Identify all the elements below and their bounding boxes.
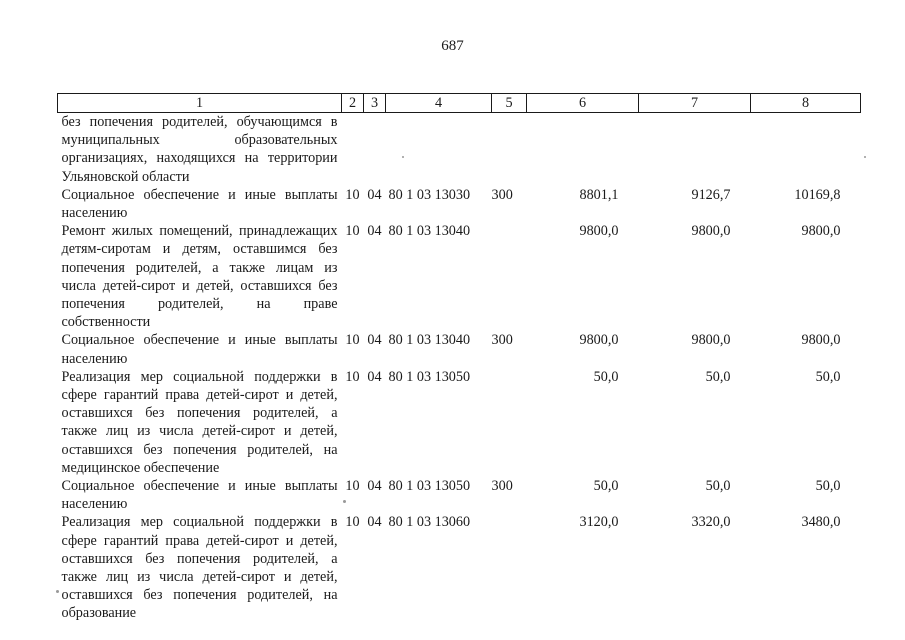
- row-description: Социальное обеспечение и иные выплаты населению: [61, 186, 338, 222]
- row-expense-type: 300: [491, 186, 513, 203]
- row-sum-3: 50,0: [815, 478, 841, 495]
- row-section: 10: [345, 186, 360, 203]
- row-target-code: 80 1 03 13040: [388, 332, 471, 349]
- row-description: Реализация мер социальной поддержки в сфере гарантий права детей-сирот и детей, оставшихся без попечения родителей, а также лиц из числа детей-сирот и детей, оставшихся без попечения родителей, на образование: [61, 514, 338, 622]
- row-target-code: 80 1 03 13040: [388, 223, 471, 240]
- row-subsection: 04: [367, 514, 382, 531]
- row-target-code: [386, 113, 492, 186]
- scan-speck: [343, 500, 346, 503]
- column-header-5: 5: [492, 94, 527, 113]
- column-header-2: 2: [342, 94, 364, 113]
- row-sum-1: [527, 113, 639, 186]
- row-sum-3: 9800,0: [801, 332, 841, 349]
- column-header-1: 1: [58, 94, 342, 113]
- table-row: [58, 113, 861, 186]
- table-row: [58, 331, 861, 367]
- row-section: 10: [345, 223, 360, 240]
- row-sum-2: 3320,0: [691, 514, 731, 531]
- row-sum-2: 9800,0: [691, 332, 731, 349]
- row-section: [342, 113, 364, 186]
- row-expense-type: [492, 368, 527, 477]
- row-sum-3: 10169,8: [794, 186, 841, 203]
- row-subsection: 04: [367, 478, 382, 495]
- row-target-code: 80 1 03 13050: [388, 368, 471, 385]
- row-sum-1: 9800,0: [579, 223, 619, 240]
- row-sum-3: 50,0: [815, 368, 841, 385]
- row-sum-2: [639, 113, 751, 186]
- row-sum-1: 8801,1: [579, 186, 619, 203]
- row-section: 10: [345, 514, 360, 531]
- budget-table: [57, 93, 861, 623]
- row-sum-1: 3120,0: [579, 514, 619, 531]
- column-number-header-row: [58, 94, 861, 113]
- column-header-6: 6: [527, 94, 639, 113]
- row-expense-type: 300: [491, 478, 513, 495]
- column-header-3: 3: [364, 94, 386, 113]
- table-row: [58, 513, 861, 622]
- table-row: [58, 368, 861, 477]
- scan-speck: [402, 156, 404, 158]
- scan-speck: [864, 156, 866, 158]
- row-expense-type: [492, 113, 527, 186]
- row-expense-type: [492, 222, 527, 331]
- row-subsection: 04: [367, 368, 382, 385]
- row-description: без попечения родителей, обучающимся в муниципальных образовательных организациях, находящихся на территории Ульяновской области: [61, 114, 338, 185]
- table-row: [58, 186, 861, 222]
- row-target-code: 80 1 03 13050: [388, 478, 471, 495]
- row-expense-type: 300: [491, 332, 513, 349]
- column-header-7: 7: [639, 94, 751, 113]
- row-sum-2: 50,0: [705, 478, 731, 495]
- row-sum-3: 9800,0: [801, 223, 841, 240]
- row-description: Социальное обеспечение и иные выплаты населению: [61, 478, 338, 513]
- row-section: 10: [345, 478, 360, 495]
- row-sum-3: [751, 113, 861, 186]
- row-sum-2: 9126,7: [691, 186, 731, 203]
- row-target-code: 80 1 03 13030: [388, 186, 471, 203]
- column-header-4: 4: [386, 94, 492, 113]
- row-description: Ремонт жилых помещений, принадлежащих детям-сиротам и детям, оставшимся без попечения родителей, а также лицам из числа детей-сирот и детей, оставшихся без попечения родителей, на праве собственности: [61, 223, 338, 331]
- row-sum-2: 50,0: [705, 368, 731, 385]
- column-header-8: 8: [751, 94, 861, 113]
- row-subsection: 04: [367, 223, 382, 240]
- row-sum-2: 9800,0: [691, 223, 731, 240]
- page-number: 687: [441, 38, 464, 54]
- scan-speck: [56, 590, 59, 593]
- row-sum-1: 9800,0: [579, 332, 619, 349]
- table-row: [58, 477, 861, 513]
- row-sum-1: 50,0: [593, 478, 619, 495]
- table-row: [58, 222, 861, 331]
- row-description: Реализация мер социальной поддержки в сфере гарантий права детей-сирот и детей, оставшихся без попечения родителей, а также лиц из числа детей-сирот и детей, оставшихся без попечения родителей, на медицинское обеспечение: [61, 368, 338, 476]
- row-target-code: 80 1 03 13060: [388, 514, 471, 531]
- row-section: 10: [345, 368, 360, 385]
- row-subsection: [364, 113, 386, 186]
- row-sum-1: 50,0: [593, 368, 619, 385]
- row-subsection: 04: [367, 332, 382, 349]
- row-description: Социальное обеспечение и иные выплаты населению: [61, 332, 338, 367]
- row-expense-type: [492, 513, 527, 622]
- row-section: 10: [345, 332, 360, 349]
- row-sum-3: 3480,0: [801, 514, 841, 531]
- row-subsection: 04: [367, 186, 382, 203]
